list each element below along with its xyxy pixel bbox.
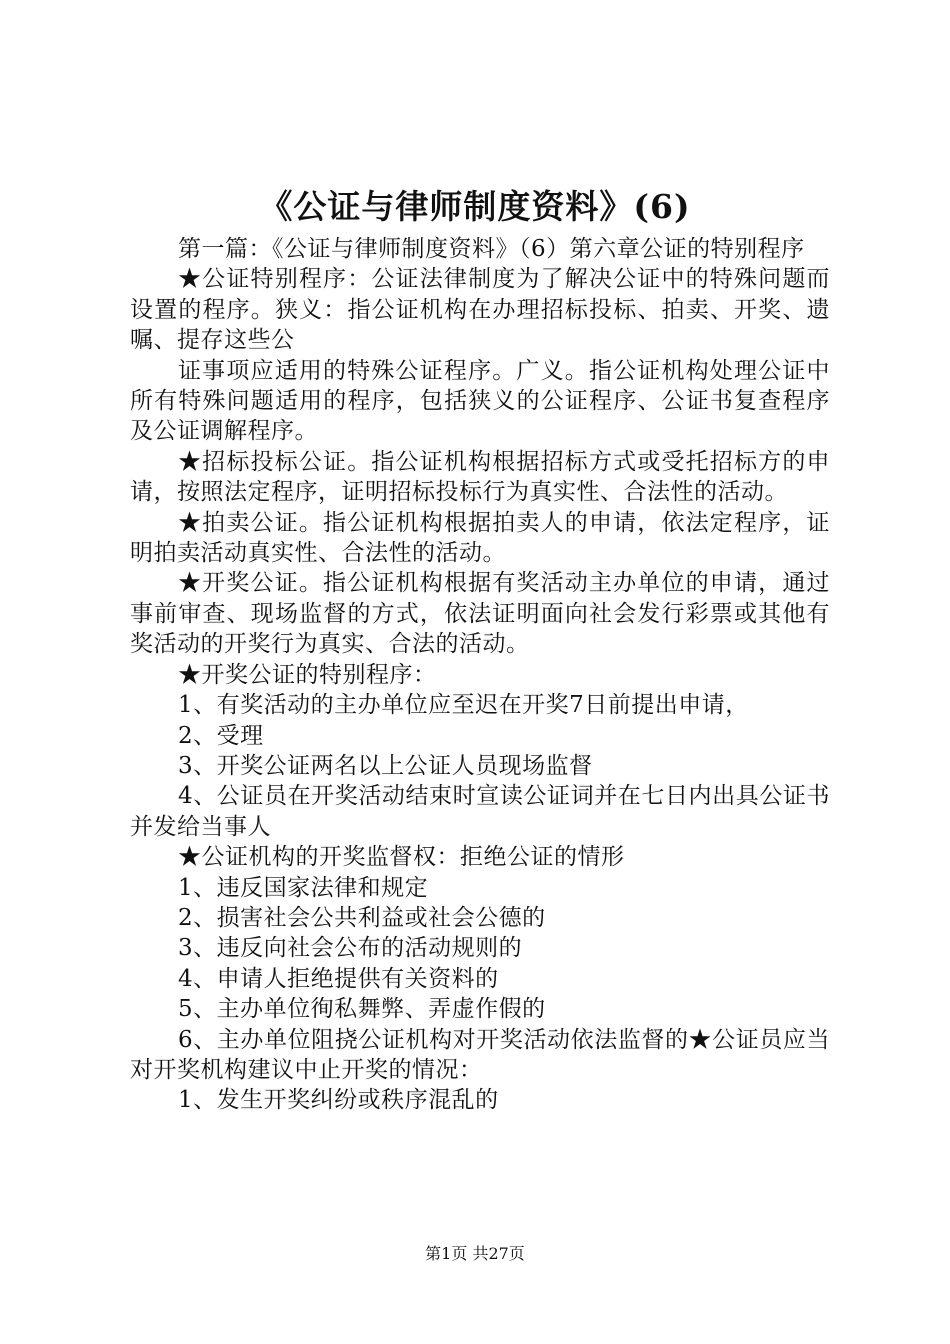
list-item: 1、发生开奖纠纷或秩序混乱的 [178, 1087, 499, 1114]
list-item: 1、有奖活动的主办单位应至迟在开奖7日前提出申请， [178, 692, 749, 719]
document-title: 《公证与律师制度资料》(6) [259, 187, 691, 226]
list-item: 5、主办单位徇私舞弊、弄虚作假的 [178, 996, 546, 1023]
document-body [130, 234, 830, 1116]
paragraph: ★公证特别程序：公证法律制度为了解决公证中的特殊问题而设置的程序。狭义：指公证机构在办理招标投标、拍卖、开奖、遗嘱、提存这些公 [130, 266, 830, 354]
list-item: 2、损害社会公共利益或社会公德的 [178, 904, 546, 931]
list-item: 2、受理 [178, 722, 264, 749]
paragraph: ★拍卖公证。指公证机构根据拍卖人的申请，依法定程序，证明拍卖活动真实性、合法性的活动。 [130, 509, 830, 567]
list-item: 6、主办单位阻挠公证机构对开奖活动依法监督的★公证员应当对开奖机构建议中止开奖的情况： [130, 1026, 830, 1083]
paragraph: ★招标投标公证。指公证机构根据招标方式或受托招标方的申请，按照法定程序，证明招标投标行为真实性、合法性的活动。 [130, 448, 830, 506]
paragraph: ★公证机构的开奖监督权：拒绝公证的情形 [178, 844, 625, 871]
list-item: 4、公证员在开奖活动结束时宣读公证词并在七日内出具公证书并发给当事人 [130, 783, 830, 840]
list-item: 3、开奖公证两名以上公证人员现场监督 [178, 752, 593, 779]
paragraph: 证事项应适用的特殊公证程序。广义。指公证机构处理公证中所有特殊问题适用的程序，包括狭义的公证程序、公证书复查程序及公证调解程序。 [130, 357, 830, 445]
paragraph: 第一篇：《公证与律师制度资料》（6）第六章公证的特别程序 [178, 236, 805, 262]
page-footer: 第1页 共27页 [425, 1244, 525, 1263]
paragraph: ★开奖公证。指公证机构根据有奖活动主办单位的申请，通过事前审查、现场监督的方式，依法证明面向社会发行彩票或其他有奖活动的开奖行为真实、合法的活动。 [130, 570, 830, 658]
list-item: 4、申请人拒绝提供有关资料的 [178, 965, 499, 992]
list-item: 3、违反向社会公布的活动规则的 [178, 935, 523, 962]
list-item: 1、违反国家法律和规定 [178, 874, 429, 901]
paragraph: ★开奖公证的特别程序： [178, 661, 437, 688]
